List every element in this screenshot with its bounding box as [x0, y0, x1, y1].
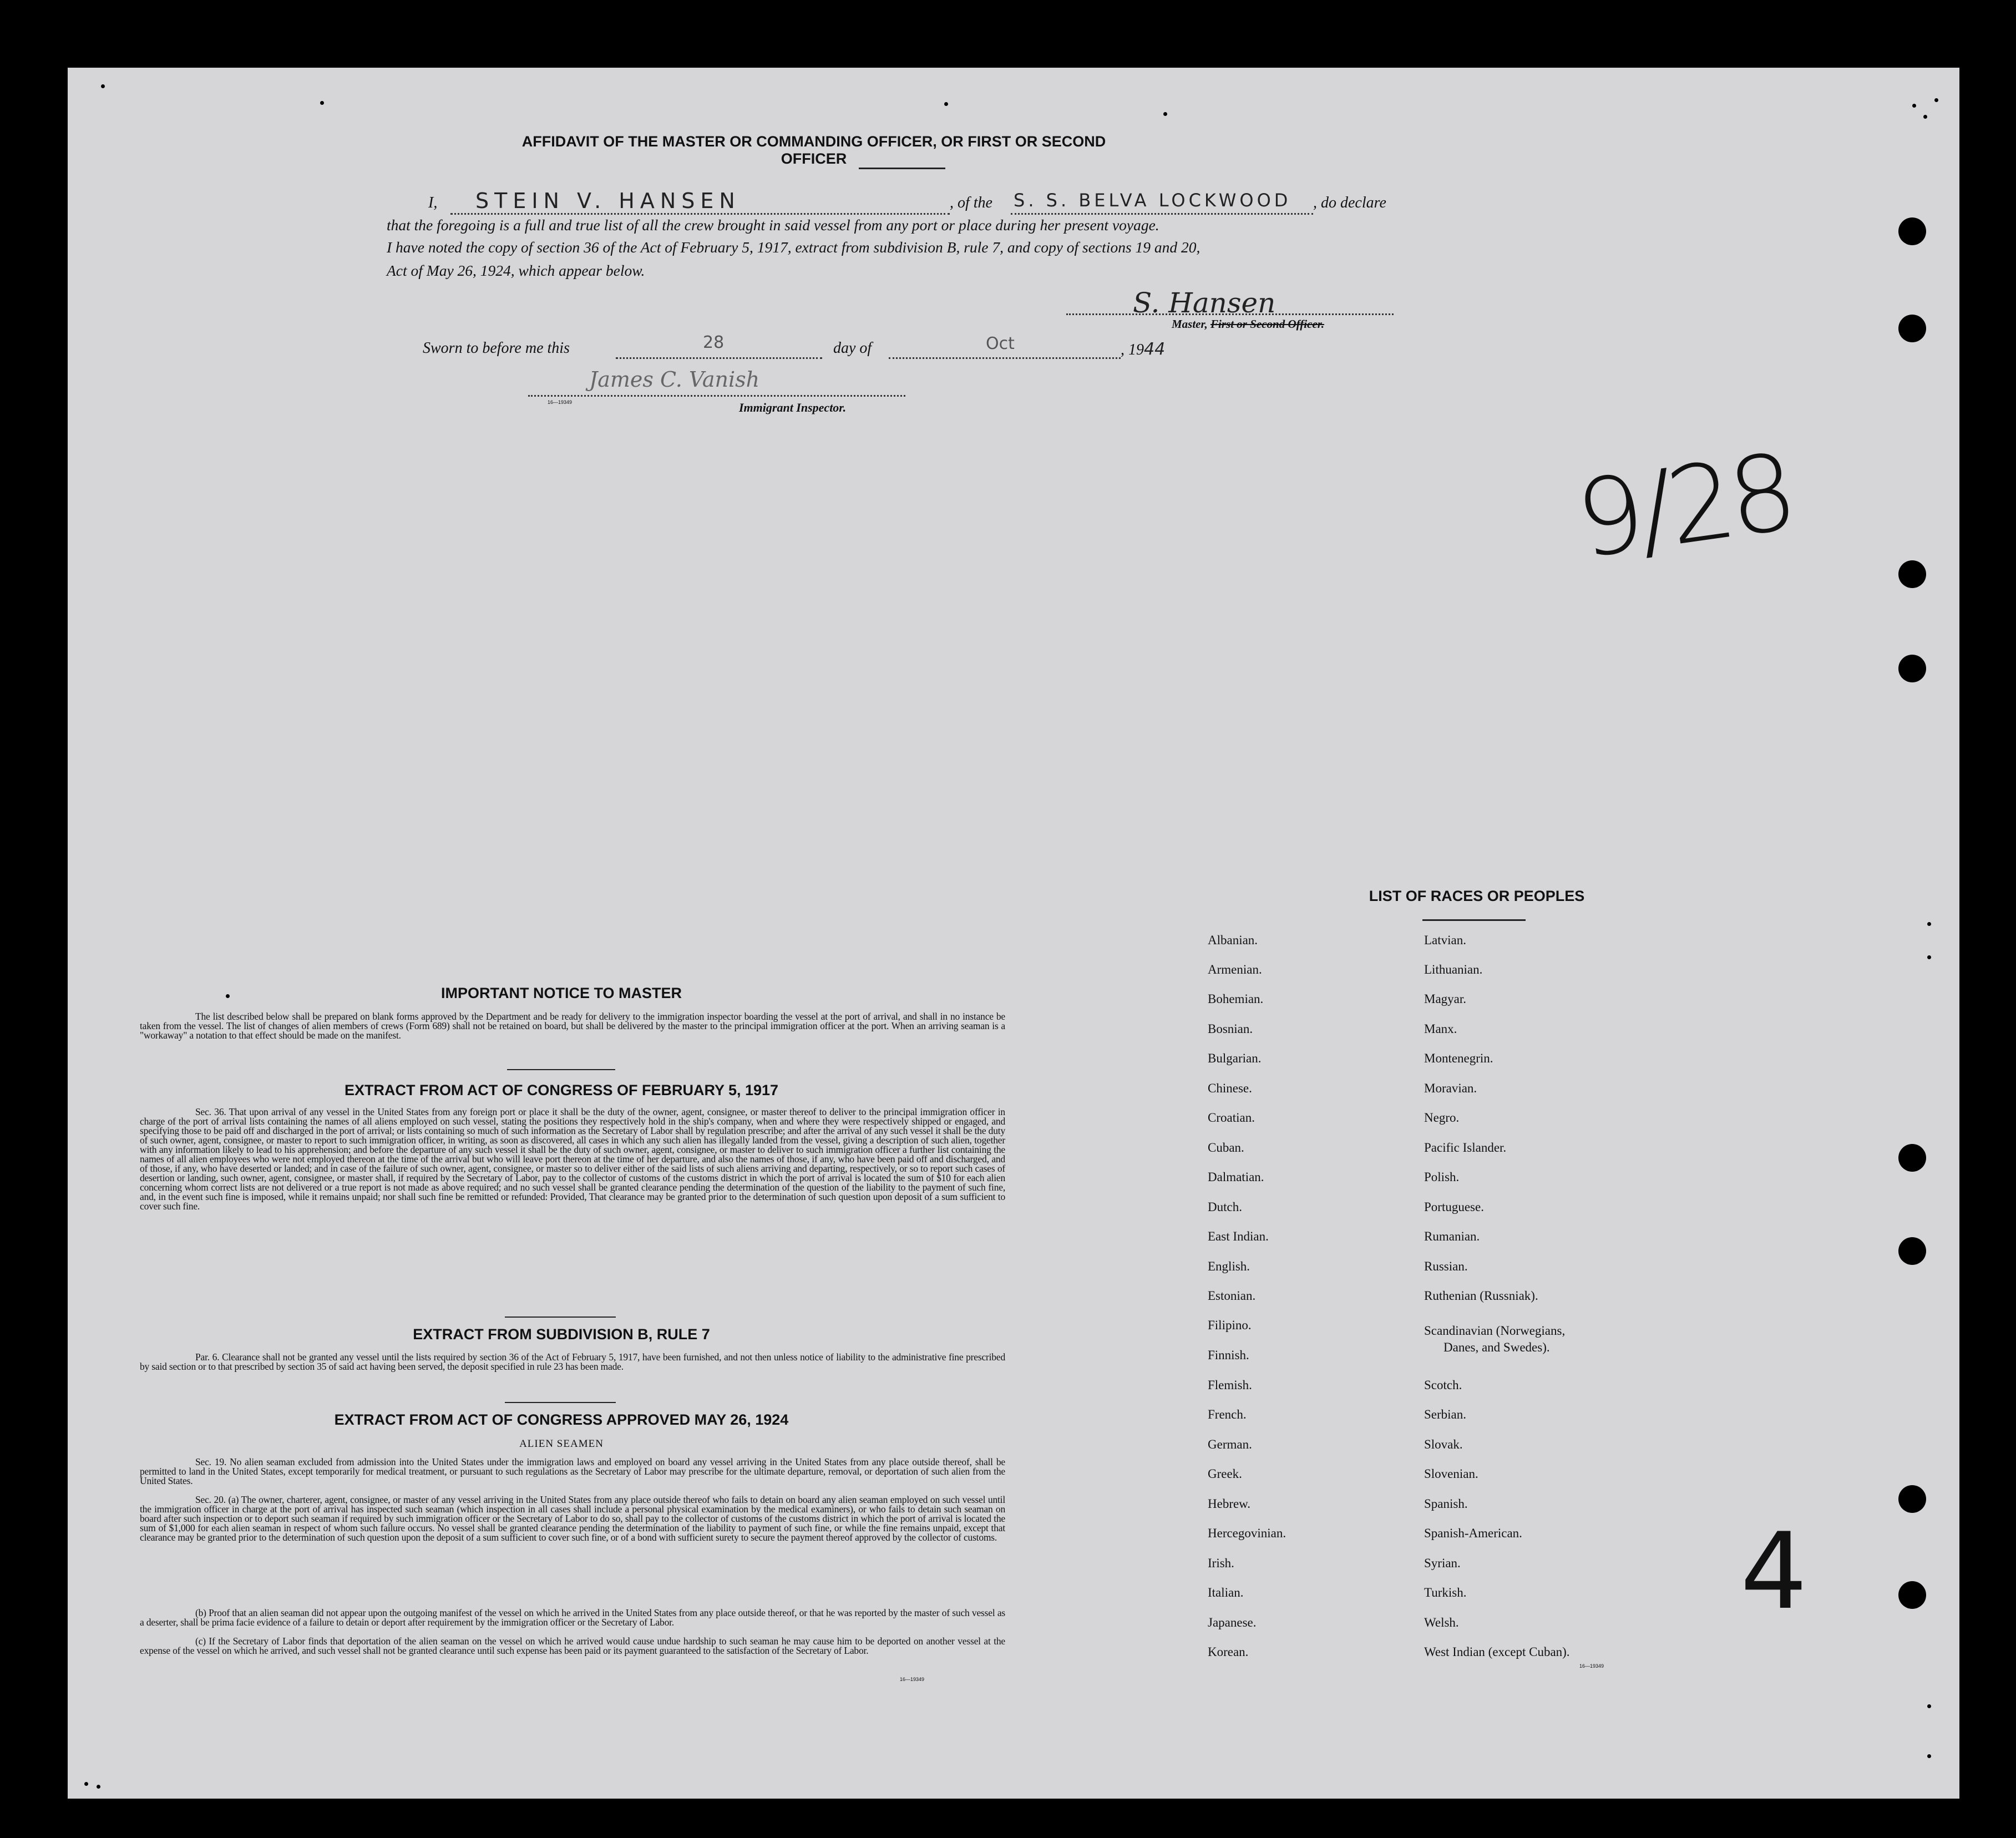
race-left-item: Japanese.: [1208, 1616, 1257, 1629]
rule7-title: EXTRACT FROM SUBDIVISION B, RULE 7: [413, 1326, 710, 1343]
race-left-item: Dutch.: [1208, 1200, 1242, 1214]
race-left-item: Estonian.: [1208, 1289, 1256, 1303]
speck: [226, 994, 230, 998]
alien-seamen-subtitle: ALIEN SEAMEN: [519, 1438, 604, 1450]
master-signature: S. Hansen: [1133, 287, 1276, 319]
document-sheet: [68, 68, 1959, 1799]
binder-hole: [1898, 1237, 1926, 1265]
notice-divider: [507, 1069, 615, 1070]
year-handwritten: 44: [1144, 340, 1166, 359]
race-right-item: Scotch.: [1424, 1378, 1462, 1392]
inspector-signature: James C. Vanish: [589, 367, 760, 392]
speck: [1934, 98, 1938, 102]
day-of-label: day of: [833, 340, 872, 357]
race-left-item: Dalmatian.: [1208, 1170, 1264, 1184]
binder-hole: [1898, 655, 1926, 682]
speck: [84, 1782, 88, 1786]
speck: [944, 102, 948, 106]
sworn-day-line: [616, 357, 822, 359]
race-left-item: Bohemian.: [1208, 992, 1264, 1006]
struck-officer-text: First or Second Officer.: [1210, 317, 1324, 331]
race-left-item: Croatian.: [1208, 1111, 1255, 1125]
binder-hole: [1898, 1485, 1926, 1513]
binder-hole: [1898, 560, 1926, 588]
affidavit-line-2: that the foregoing is a full and true list of all the crew brought in said vessel from any port or place during her present voyage.: [387, 216, 1159, 234]
races-title: LIST OF RACES OR PEOPLES: [1369, 888, 1585, 904]
master-name-handwritten: STEIN V. HANSEN: [475, 189, 741, 213]
race-left-item: Cuban.: [1208, 1141, 1244, 1155]
inspector-line: [528, 395, 905, 397]
of-the-label: , of the: [950, 194, 992, 211]
master-label: [1172, 317, 1324, 331]
race-right-item: Ruthenian (Russniak).: [1424, 1289, 1538, 1303]
speck: [1163, 112, 1167, 116]
speck: [320, 101, 324, 105]
sworn-label: Sworn to before me this: [423, 340, 570, 357]
vessel-name-handwritten: S. S. BELVA LOCKWOOD: [1014, 190, 1291, 211]
race-right-item: Lithuanian.: [1424, 963, 1483, 976]
race-right-item: Portuguese.: [1424, 1200, 1484, 1214]
speck: [97, 1785, 100, 1789]
sworn-month-line: [889, 357, 1121, 359]
race-left-item: East Indian.: [1208, 1229, 1269, 1243]
race-right-item: Slovak.: [1424, 1437, 1463, 1451]
notice-title: IMPORTANT NOTICE TO MASTER: [441, 985, 682, 1001]
affidavit-line-3: I have noted the copy of section 36 of the Act of February 5, 1917, extract from subdivision B, rule 7, and copy of sections 19 and 20,: [387, 239, 1201, 256]
race-left-item: Bulgarian.: [1208, 1051, 1262, 1065]
race-right-item: Danes, and Swedes).: [1443, 1340, 1550, 1354]
race-right-item: Rumanian.: [1424, 1229, 1480, 1243]
rule7-divider: [505, 1402, 616, 1403]
binder-hole: [1898, 1581, 1926, 1609]
race-left-item: Hercegovinian.: [1208, 1526, 1286, 1540]
sworn-month-handwritten: Oct: [986, 334, 1015, 353]
race-left-item: Italian.: [1208, 1586, 1244, 1599]
race-left-item: French.: [1208, 1407, 1247, 1421]
extracts-form-number: 16—19349: [900, 1677, 925, 1682]
race-right-item: Turkish.: [1424, 1586, 1467, 1599]
race-right-item: Syrian.: [1424, 1556, 1461, 1570]
sec20b-text: (b) Proof that an alien seaman did not appear upon the outgoing manifest of the vessel on which he arrived in the United States from any place outside thereof, or that he was reported by the master of such vessel as a deserter, shall be prima facie evidence of a failure to detain or deport after requirement by the immigration officer or the Secretary of Labor.: [140, 1607, 1005, 1628]
do-declare-label: , do declare: [1313, 194, 1386, 211]
race-right-item: Slovenian.: [1424, 1467, 1478, 1481]
signature-line: [1066, 313, 1394, 315]
race-right-item: Serbian.: [1424, 1407, 1467, 1421]
speck: [101, 84, 105, 88]
race-right-item: Negro.: [1424, 1111, 1460, 1125]
race-left-item: Irish.: [1208, 1556, 1234, 1570]
extract-1924-title: EXTRACT FROM ACT OF CONGRESS APPROVED MAY 26, 1924: [334, 1411, 789, 1428]
affidavit-line-4: Act of May 26, 1924, which appear below.: [387, 262, 645, 279]
race-right-item: Manx.: [1424, 1022, 1457, 1036]
races-form-number: 16—19349: [1579, 1663, 1604, 1669]
race-left-item: Greek.: [1208, 1467, 1242, 1481]
binder-hole: [1898, 1144, 1926, 1172]
binder-hole: [1898, 315, 1926, 342]
race-left-item: Chinese.: [1208, 1081, 1252, 1095]
binder-hole: [1898, 217, 1926, 245]
race-left-item: English.: [1208, 1259, 1250, 1273]
speck: [1927, 955, 1931, 959]
race-right-item: Polish.: [1424, 1170, 1460, 1184]
race-left-item: Filipino.: [1208, 1318, 1252, 1332]
notice-text: The list described below shall be prepared on blank forms approved by the Department and be ready for delivery to the immigration inspector boarding the vessel at the port of arrival, and shall in no instance be taken from the vessel. The list of changes of alien members of crews (Form 689) shall not be retained on board, but shall be delivered by the master to the principal immigration officer at the port. When an arriving seaman is a "workaway" a notation to that effect should be made on the manifest.: [140, 1011, 1005, 1041]
extract-1917-divider: [505, 1317, 616, 1318]
races-divider: [1422, 919, 1526, 921]
race-right-item: Spanish-American.: [1424, 1526, 1522, 1540]
race-right-item: Latvian.: [1424, 933, 1466, 947]
race-right-item: Scandinavian (Norwegians,: [1424, 1324, 1566, 1338]
affidavit-form-number: 16—19349: [548, 399, 573, 405]
race-right-item: West Indian (except Cuban).: [1424, 1645, 1570, 1659]
inspector-label: Immigrant Inspector.: [739, 401, 847, 414]
race-left-item: Armenian.: [1208, 963, 1262, 976]
race-right-item: Russian.: [1424, 1259, 1468, 1273]
speck: [1927, 1704, 1931, 1708]
race-right-item: Moravian.: [1424, 1081, 1477, 1095]
sworn-day-handwritten: 28: [703, 333, 725, 352]
name-line: [450, 213, 950, 215]
extract-1917-title: EXTRACT FROM ACT OF CONGRESS OF FEBRUARY 5, 1917: [344, 1082, 779, 1098]
race-right-item: Welsh.: [1424, 1616, 1459, 1629]
race-left-item: Albanian.: [1208, 933, 1258, 947]
speck: [1912, 104, 1916, 108]
speck: [1923, 115, 1927, 119]
race-left-item: Bosnian.: [1208, 1022, 1253, 1036]
affidavit-title: AFFIDAVIT OF THE MASTER OR COMMANDING OFFICER, OR FIRST OR SECOND OFFICER: [521, 133, 1106, 167]
race-left-item: Finnish.: [1208, 1348, 1249, 1362]
title-divider: [859, 168, 945, 169]
speck: [1927, 922, 1931, 926]
sec20c-text: (c) If the Secretary of Labor finds that deportation of the alien seaman on the vessel on which he arrived would cause undue hardship to such seaman he may cause him to be deported on another vessel at the expense of the vessel on which he arrived, and such vessel shall not be granted clearance until such expense has been paid or its payment guaranteed to the satisfaction of the Secretary of Labor.: [140, 1636, 1005, 1656]
race-right-item: Magyar.: [1424, 992, 1467, 1006]
page-number-annotation: 4: [1740, 1510, 1807, 1633]
race-right-item: Pacific Islander.: [1424, 1141, 1507, 1155]
race-left-item: German.: [1208, 1437, 1252, 1451]
date-annotation: 9/28: [1569, 431, 1799, 582]
race-left-item: Korean.: [1208, 1645, 1249, 1659]
extract-1917-text: Sec. 36. That upon arrival of any vessel in the United States from any foreign port or place it shall be the duty of the owner, agent, consignee, or master thereof to deliver to the principal immigration officer in charge of the port of arrival lists containing the names of all aliens employed on such vessel, stating the positions they respectively hold in the ship's company, when and where they were respectively shipped or engaged, and specifying those to be paid off and discharged in the port of arrival; or lists containing so much of such information as the Secretary of Labor shall by regulation prescribe; and after the arrival of any such vessel it shall be the duty of such owner, agent, consignee, or master to report to such immigration officer, in writing, as soon as discovered, all cases in which any such alien has illegally landed from the vessel, giving a description of such alien, together with any information likely to lead to his apprehension; and before the departure of any such vessel it shall be the duty of such owner, agent, consignee, or master to deliver to such immigration officer a further list containing the names of all alien employees who were not employed thereon at the time of the arrival but who will leave port thereon at the time of her departure, and also the names of those, if any, who have been paid off and discharged, and of those, if any, who have deserted or landed; and in case of the failure of such owner, agent, consignee, or master so to deliver either of the said lists of such aliens arriving and departing, respectively, or so to report such cases of desertion or landing, such owner, agent, consignee, or master shall, if required by the Secretary of Labor, pay to the collector of customs of the customs district in which the port of arrival is located the sum of $10 for each alien concerning whom correct lists are not delivered or a true report is not made as above required; and no such vessel shall be granted clearance pending the determination of the question of the liability to the payment of such fine, and, in the event such fine is imposed, while it remains unpaid; nor shall such fine be remitted or refunded: Provided, That clearance may be granted prior to the determination of such question upon deposit of a sum sufficient to cover such fine.: [140, 1106, 1005, 1212]
race-right-item: Montenegrin.: [1424, 1051, 1493, 1065]
race-left-item: Flemish.: [1208, 1378, 1252, 1392]
year-label: [1121, 340, 1165, 359]
vessel-line: [1011, 213, 1313, 215]
sec19-text: Sec. 19. No alien seaman excluded from admission into the United States under the immigration laws and employed on board any vessel arriving in the United States from any place outside thereof, shall be permitted to land in the United States, except temporarily for medical treatment, or pursuant to such regulations as the Secretary of Labor may prescribe for the ultimate departure, removal, or deportation of such alien from the United States.: [140, 1456, 1005, 1486]
speck: [1927, 1754, 1931, 1758]
sec20a-text: Sec. 20. (a) The owner, charterer, agent, consignee, or master of any vessel arriving in the United States from any place outside thereof who fails to detain on board any alien seaman employed on such vessel until the immigration officer in charge at the port of arrival has inspected such seaman (which inspection in all cases shall include a personal physical examination by the medical examiners), or who fails to detain such seaman on board after such inspection or to deport such seaman if required by such immigration officer or the Secretary of Labor to do so, shall pay to the collector of customs of the customs district in which the port of arrival is located the sum of $1,000 for each alien seaman in respect of whom such failure occurs. No vessel shall be granted clearance pending the determination of the liability to payment of such fine, or while the fine remains unpaid, except that clearance may be granted prior to the determination of such question upon the deposit of a sum sufficient to cover such fine, or of a bond with sufficient surety to secure the payment thereof approved by the collector of customs.: [140, 1494, 1005, 1543]
race-left-item: Hebrew.: [1208, 1497, 1251, 1511]
master-text: Master,: [1172, 317, 1208, 331]
year-prefix: , 19: [1121, 341, 1144, 358]
i-label: I,: [428, 194, 438, 211]
rule7-text: Par. 6. Clearance shall not be granted any vessel until the lists required by section 36 of the Act of February 5, 1917, have been furnished, and not then unless notice of liability to the administrative fine prescribed by said section or to that prescribed by section 35 of said act having been served, the deposit specified in rule 23 has been made.: [140, 1351, 1005, 1372]
race-right-item: Spanish.: [1424, 1497, 1468, 1511]
